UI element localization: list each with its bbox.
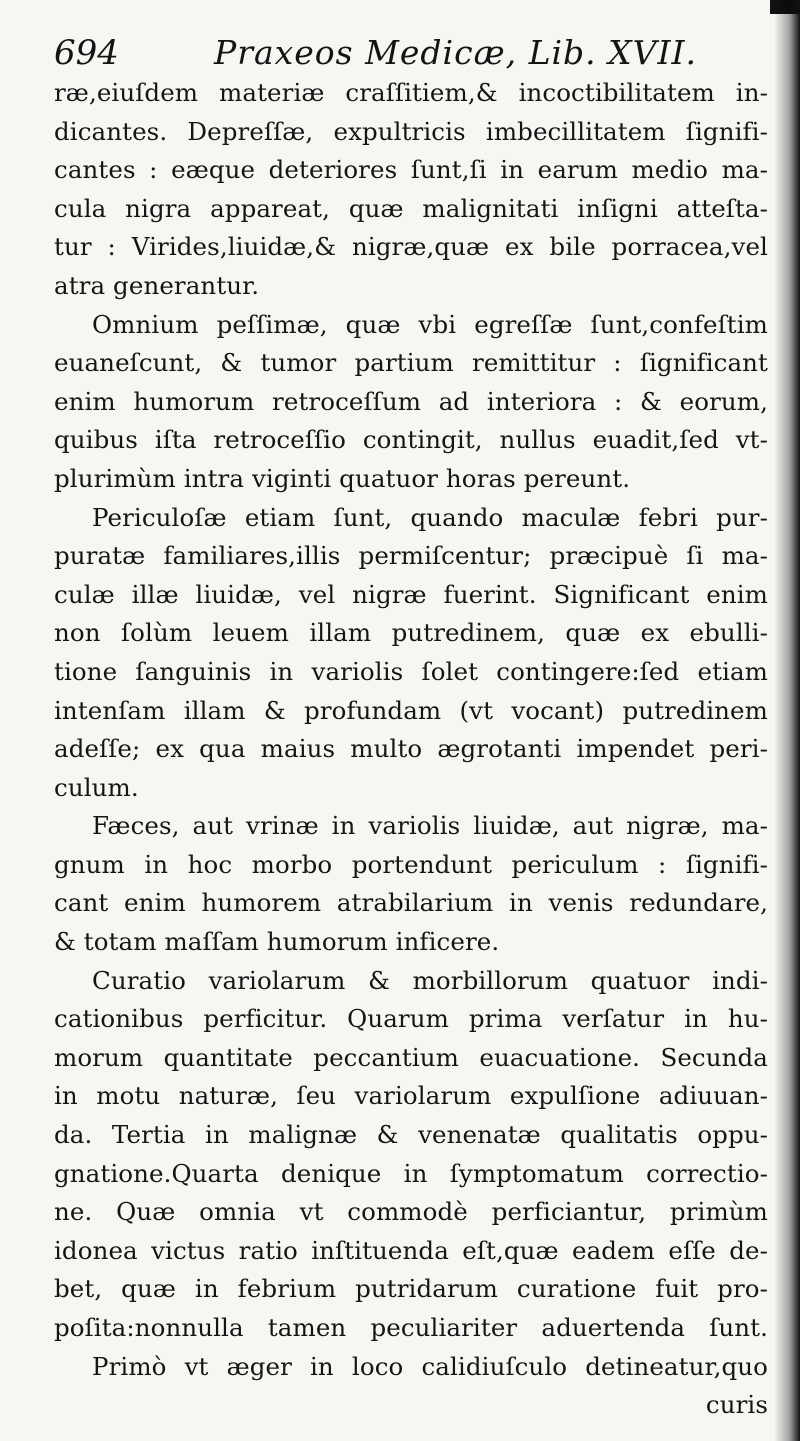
page-edge-shadow	[774, 0, 800, 1441]
text-line: enim humorum retroceſſum ad interiora : & eorum,	[54, 386, 768, 416]
paragraph-start-line: Primò vt æger in loco calidiuſculo detineatur,quo	[92, 1351, 768, 1381]
text-line: intenſam illam & profundam (vt vocant) putredinem	[54, 695, 768, 725]
text-line: non ſolùm leuem illam putredinem, quæ ex ebulli-	[54, 618, 768, 648]
catchword: curis	[705, 1390, 768, 1420]
text-line: euaneſcunt, & tumor partium remittitur : ſignificant	[54, 348, 768, 378]
text-line: tione ſanguinis in variolis ſolet contingere:ſed etiam	[54, 656, 768, 686]
text-line: tur : Virides,liuidæ,& nigræ,quæ ex bile porracea,vel	[54, 232, 768, 262]
page-number: 694	[54, 33, 119, 73]
text-line: dicantes. Depreſſæ, expultricis imbecillitatem ſignifi-	[54, 116, 768, 146]
text-line: cula nigra appareat, quæ malignitati inſigni atteſta-	[54, 193, 768, 223]
text-line: atra generantur.	[54, 270, 260, 300]
text-line: da. Tertia in malignæ & venenatæ qualitatis oppu-	[54, 1120, 768, 1150]
body-text	[54, 74, 768, 1425]
text-line: poſita:nonnulla tamen peculiariter aduertenda ſunt.	[54, 1313, 768, 1342]
paragraph-start-line: Periculoſæ etiam ſunt, quando maculæ febri pur-	[92, 502, 768, 532]
text-line: ræ,eiuſdem materiæ craſſitiem,& incoctibilitatem in-	[54, 78, 768, 107]
text-line: culæ illæ liuidæ, vel nigræ fuerint. Significant enim	[54, 579, 768, 609]
text-line: adeſſe; ex qua maius multo ægrotanti impendet peri-	[54, 734, 768, 764]
text-line: ne. Quæ omnia vt commodè perficiantur, primùm	[54, 1197, 768, 1227]
text-line: cant enim humorem atrabilarium in venis redundare,	[54, 888, 768, 918]
paragraph-start-line: Omnium peſſimæ, quæ vbi egreſſæ ſunt,confeſtim	[92, 309, 768, 339]
running-title: Praxeos Medicæ, Lib. XVII.	[214, 33, 698, 72]
text-line: cantes : eæque deteriores ſunt,ſi in earum medio ma-	[54, 155, 768, 185]
text-line: bet, quæ in febrium putridarum curatione fuit pro-	[54, 1274, 768, 1304]
text-line: in motu naturæ, ſeu variolarum expulſione adiuuan-	[54, 1081, 768, 1111]
text-line: gnatione.Quarta denique in ſymptomatum correctio-	[54, 1158, 768, 1188]
text-line: idonea victus ratio inſtituenda eſt,quæ eadem eſſe de-	[54, 1235, 768, 1265]
text-line: & totam maſſam humorum inficere.	[54, 927, 500, 957]
text-line: plurimùm intra viginti quatuor horas pereunt.	[54, 463, 631, 493]
text-line: quibus iſta retroceſſio contingit, nullus euadit,ſed vt-	[54, 425, 768, 455]
text-line: cationibus perficitur. Quarum prima verſatur in hu-	[54, 1004, 768, 1034]
paragraph-start-line: Fæces, aut vrinæ in variolis liuidæ, aut nigræ, ma-	[92, 811, 768, 841]
text-line: culum.	[54, 772, 139, 802]
text-line: gnum in hoc morbo portendunt periculum : ſignifi-	[54, 849, 768, 879]
text-line: morum quantitate peccantium euacuatione. Secunda	[54, 1042, 768, 1072]
paragraph-start-line: Curatio variolarum & morbillorum quatuor indi-	[92, 965, 768, 995]
running-head	[54, 30, 774, 76]
text-line: puratæ familiares,illis permiſcentur; præcipuè ſi ma-	[54, 541, 768, 571]
